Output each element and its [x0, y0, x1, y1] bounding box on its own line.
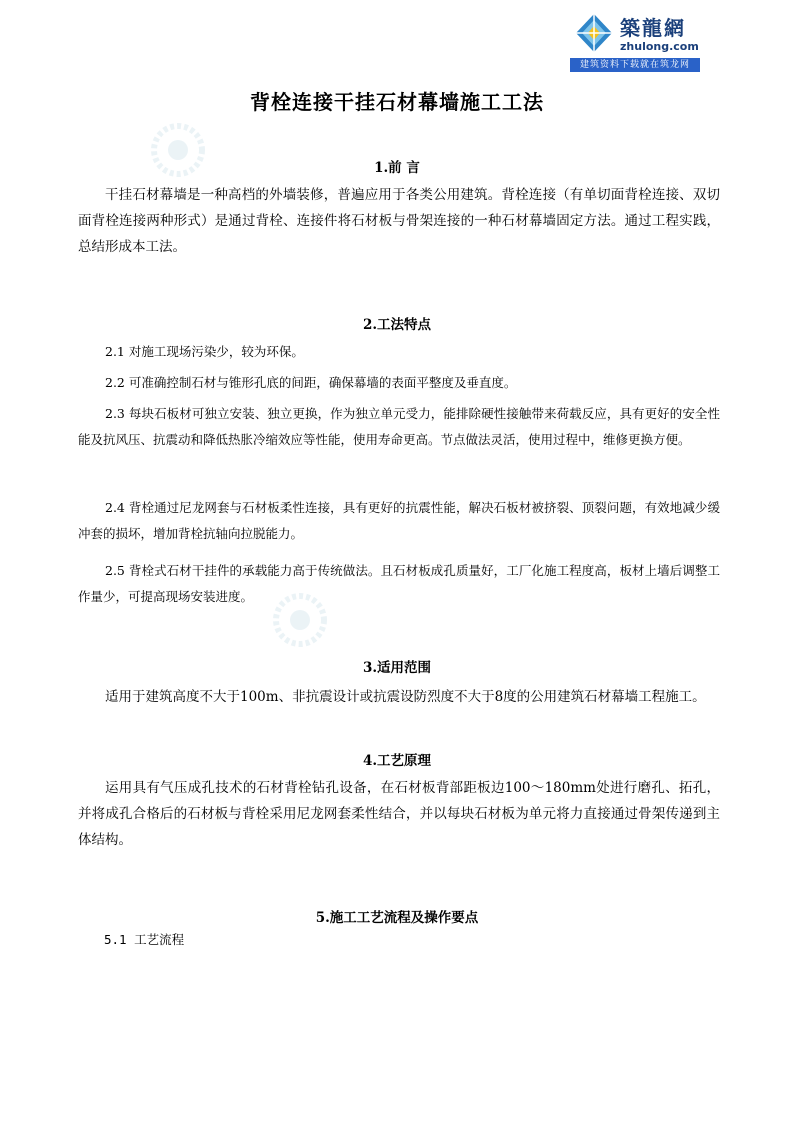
section-heading: 3.适用范围 — [362, 660, 432, 676]
logo-name: 築龍網 — [620, 16, 686, 40]
paragraph: 干挂石材幕墙是一种高档的外墙装修，普遍应用于各类公用建筑。背栓连接（有单切面背栓连接、双切面背栓连接两种形式）是通过背栓、连接件将石材板与骨架连接的一种石材幕墙固定方法。通过工程实践，总结形成本工法。 — [78, 187, 720, 255]
zhulong-logo — [568, 8, 702, 72]
paragraph: 2.5 背栓式石材干挂件的承载能力高于传统做法。且石材板成孔质量好，工厂化施工程度高，板材上墙后调整工作量少，可提高现场安装进度。 — [78, 563, 720, 604]
paragraph: 2.1 对施工现场污染少，较为环保。 — [105, 344, 304, 359]
paragraph: 2.4 背栓通过尼龙网套与石材板柔性连接，具有更好的抗震性能，解决石板材被挤裂、顶裂问题，有效地减少缓冲套的损坏，增加背栓抗轴向拉脱能力。 — [78, 500, 720, 541]
section-heading: 5.施工工艺流程及操作要点 — [315, 910, 479, 926]
logo-domain: zhulong.com — [620, 40, 699, 53]
subsection-label: 5.1 工艺流程 — [104, 932, 185, 947]
section-heading: 1.前 言 — [374, 160, 420, 176]
paragraph: 适用于建筑高度不大于100m、非抗震设计或抗震设防烈度不大于8度的公用建筑石材幕墙工程施工。 — [105, 689, 706, 705]
logo-slogan: 建筑资料下载就在筑龙网 — [570, 58, 700, 72]
paragraph: 2.3 每块石板材可独立安装、独立更换，作为独立单元受力，能排除硬性接触带来荷载反应，具有更好的安全性能及抗风压、抗震动和降低热胀冷缩效应等性能，使用寿命更高。节点做法灵活，使用过程中，维修更换方便。 — [78, 406, 720, 447]
snowflake-emblem-icon — [572, 12, 616, 54]
document-title: 背栓连接干挂石材幕墙施工工法 — [250, 90, 544, 114]
section-heading: 4.工艺原理 — [362, 753, 432, 769]
paragraph: 运用具有气压成孔技术的石材背栓钻孔设备，在石材板背部距板边100～180mm处进行磨孔、拓孔，并将成孔合格后的石材板与背栓采用尼龙网套柔性结合，并以每块石材板为单元将力直接通过骨架传递到主体结构。 — [78, 780, 720, 848]
paragraph: 2.2 可准确控制石材与锥形孔底的间距，确保幕墙的表面平整度及垂直度。 — [105, 375, 517, 390]
section-heading: 2.工法特点 — [362, 317, 432, 333]
